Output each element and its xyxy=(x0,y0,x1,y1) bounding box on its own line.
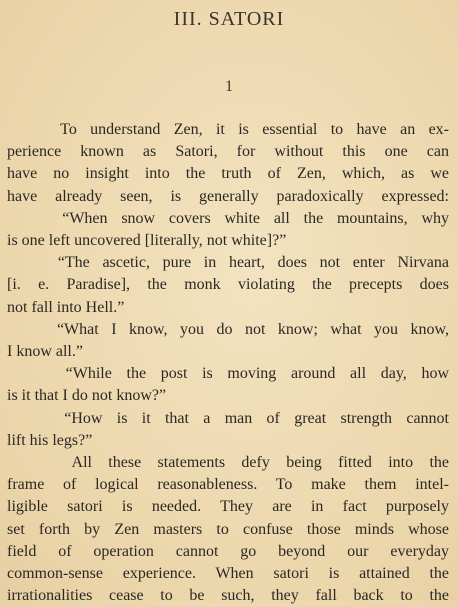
text-line: is it that I do not know?” xyxy=(7,387,167,405)
text-line: field of operation cannot go beyond our everyday xyxy=(7,542,449,560)
text-line: have no insight into the truth of Zen, which, as we xyxy=(7,165,449,183)
chapter-title: III. SATORI xyxy=(173,8,285,30)
text-line: set forth by Zen masters to confuse those minds whose xyxy=(7,520,449,538)
text-line: All these statements defy being fitted into the xyxy=(7,454,449,472)
text-line: “How is it that a man of great strength cannot xyxy=(7,409,449,427)
text-line: To understand Zen, it is essential to have an ex- xyxy=(7,121,449,138)
text-line: frame of logical reasonableness. To make them intel- xyxy=(7,476,449,494)
text-line: have already seen, is generally paradoxically expressed: xyxy=(7,187,449,205)
text-line: common-sense experience. When satori is attained the xyxy=(7,565,449,583)
text-line: lift his legs?” xyxy=(7,431,93,449)
text-line: not fall into Hell.” xyxy=(7,298,125,316)
text-line: “When snow covers white all the mountains, why xyxy=(7,209,449,227)
text-line: “What I know, you do not know; what you know, xyxy=(7,320,449,338)
text-line: perience known as Satori, for without this one can xyxy=(7,143,449,161)
body-text xyxy=(7,119,449,607)
text-line: ligible satori is needed. They are in fact purposely xyxy=(7,498,449,516)
text-line: is one left uncovered [literally, not white]?” xyxy=(7,232,287,250)
text-line: “While the post is moving around all day, how xyxy=(7,365,449,383)
text-line: I know all.” xyxy=(7,343,83,361)
text-line: irrationalities cease to be such, they fall back to the xyxy=(7,587,449,605)
section-number: 1 xyxy=(225,78,233,95)
text-line: “The ascetic, pure in heart, does not enter Nirvana xyxy=(7,254,449,272)
text-line: [i. e. Paradise], the monk violating the precepts does xyxy=(7,276,449,294)
